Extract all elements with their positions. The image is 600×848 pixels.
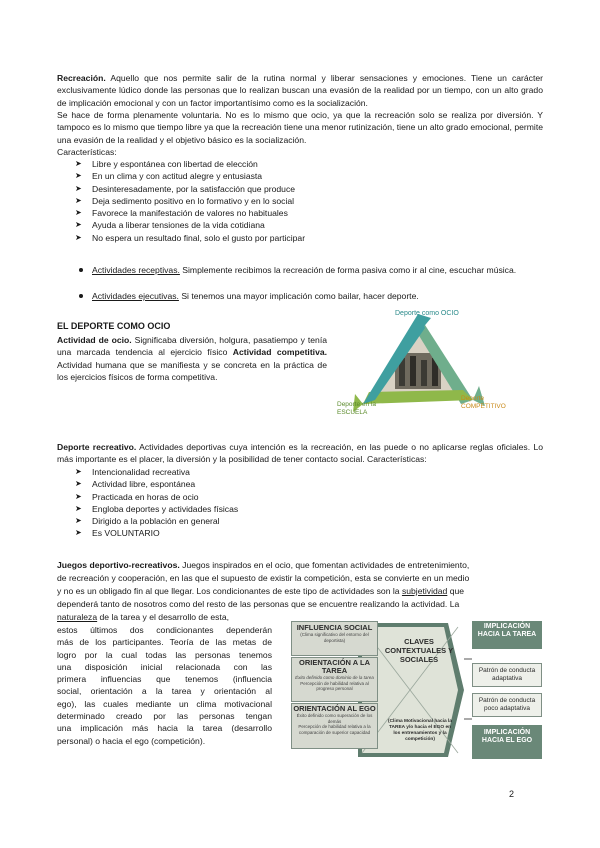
page-number: 2 xyxy=(509,789,515,799)
recreativo-list xyxy=(73,466,543,540)
box-implicacion-ego: IMPLICACIÓN HACIA EL EGO xyxy=(472,725,542,759)
list-item: ➤ Favorece la manifestación de valores no habituales xyxy=(73,207,543,219)
diagram-label-competitivo: Deporte COMPETITIVO xyxy=(461,395,506,410)
list-item: ➤ Desinteresadamente, por la satisfacción que produce xyxy=(73,183,543,195)
bullet-ejecutivas: Actividades ejecutivas. Si tenemos una mayor implicación como bailar, hacer deporte. xyxy=(73,290,543,302)
box-patron-adaptativa: Patrón de conducta adaptativa xyxy=(472,663,542,687)
juegos-line-2: de recreación y cooperación, en las que el supuesto de existir la competición, esta se convierte en un medio xyxy=(57,573,470,583)
juegos-col-line: más de los participantes. Teoría de las metas de xyxy=(57,637,272,648)
list-item: ➤ Practicada en horas de ocio xyxy=(73,491,543,503)
list-item: ➤ Dirigido a la población en general xyxy=(73,515,543,527)
diagram-label-escuela: Deporte en la ESCUELA xyxy=(337,401,377,416)
juegos-col-line: estos últimos dos condicionantes dependerán xyxy=(57,625,272,635)
list-item: ➤ Libre y espontánea con libertad de elección xyxy=(73,158,543,170)
recreacion-list xyxy=(73,158,543,244)
juegos-col-line: determinado creado por las personas tengan xyxy=(57,711,272,722)
ocio-heading: EL DEPORTE COMO OCIO xyxy=(57,321,171,331)
list-item: ➤ Intencionalidad recreativa xyxy=(73,466,543,478)
juegos-line-3: y no es un obligado fin al que llegar. Los condicionantes de este tipo de actividades son la subjetividad que xyxy=(57,586,465,596)
juegos-line-5: naturaleza de la tarea y el desarrollo de esta, xyxy=(57,612,229,622)
claves-title: CLAVES CONTEXTUALES Y SOCIALES xyxy=(384,637,454,664)
box-patron-poco-adaptativa: Patrón de conducta poco adaptativa xyxy=(472,693,542,717)
box-implicacion-tarea: IMPLICACIÓN HACIA LA TAREA xyxy=(472,621,542,649)
juegos-col-line: social, orientación a la tarea y orientación al xyxy=(57,686,272,697)
list-item: ➤ Es VOLUNTARIO xyxy=(73,527,543,539)
diagram-label-ocio: Deporte como OCIO xyxy=(395,310,459,317)
ocio-paragraph: Actividad de ocio. Significaba diversión, holgura, pasatiempo y tenía una marcada tendencia al ejercicio físico Actividad competitiva. Actividad humana que se manifiesta y se concreta en la práctica de los ejercicios físicos de forma competitiva. xyxy=(57,335,328,382)
juegos-col-line: personal) o hacia el ego (competición). xyxy=(57,735,206,746)
box-influencia-social: INFLUENCIA SOCIAL (Clima significativo del entorno del deportista) xyxy=(291,621,378,656)
recreativo-paragraph: Deporte recreativo. Actividades deportivas cuya intención es la recreación, en las puede o no aplicarse reglas oficiales. Lo más importante es el placer, la diversión y la posibilidad de tener contacto social. Características: xyxy=(57,442,544,465)
claves-sub: (Clima Motivacional hacia la TAREA y/o hacia el EGO en los entrenamientos y la competición) xyxy=(388,719,452,742)
bullet-receptivas: Actividades receptivas. Simplemente recibimos la recreación de forma pasiva como ir al cine, escuchar música. xyxy=(73,264,543,276)
juegos-col-line: logro por la cual todas las personas tenemos xyxy=(57,649,272,660)
recreacion-paragraph-1: Recreación. Aquello que nos permite salir de la rutina normal y liberar sensaciones y emociones. Tiene un carácter exclusivamente lúdico donde las personas que lo realizan buscan una evasión de la realidad por un tiempo, con un alto grado de implicación emocional y con un factor importantísimo como es la socialización. xyxy=(57,73,543,108)
juegos-line-4: dependerá tanto de nosotros como del resto de las personas que se encuentre realizando la actividad. La xyxy=(57,599,460,609)
juegos-col-line: una disposición inicial relacionada con las xyxy=(57,661,272,672)
list-item: ➤ Engloba deportes y actividades físicas xyxy=(73,503,543,515)
box-orientacion-tarea: ORIENTACIÓN A LA TAREA Éxito definido como dominio de la tarea Percepción de habilidad relativa al progreso personal xyxy=(291,657,378,702)
list-item: ➤ Deja sedimento positivo en lo formativo y en lo social xyxy=(73,195,543,207)
list-item: ➤ Ayuda a liberar tensiones de la vida cotidiana xyxy=(73,219,543,231)
list-item: ➤ En un clima y con actitud alegre y entusiasta xyxy=(73,170,543,182)
ocio-cycle-diagram xyxy=(333,308,506,426)
box-orientacion-ego: ORIENTACIÓN AL EGO Éxito definido como superación de los demás Percepción de habilidad relativa a la comparación de superior capacidad xyxy=(291,703,378,749)
caracteristicas-label: Características: xyxy=(57,147,117,157)
juegos-line-1: Juegos deportivo-recreativos. Juegos inspirados en el ocio, que fomentan actividades de entretenimiento, xyxy=(57,560,470,570)
recreacion-paragraph-2: Se hace de forma plenamente voluntaria. No es lo mismo que ocio, ya que la recreación solo se realiza por diversión. Y tampoco es lo mismo que tiempo libre ya que la recreación tiene una menor rutinización, tiene un alto grado emocional, permite una evasión de la realidad y el objetivo básico es la socialización. xyxy=(57,110,543,145)
list-item: ➤ No espera un resultado final, solo el gusto por participar xyxy=(73,232,543,244)
juegos-column xyxy=(57,624,272,747)
juegos-col-line: una implicación más hacia la tarea (desarrollo xyxy=(57,723,272,734)
recreacion-title: Recreación. xyxy=(57,73,106,83)
motivation-diagram xyxy=(288,619,544,761)
list-item: ➤ Actividad libre, espontánea xyxy=(73,478,543,490)
juegos-col-line: ego), las cuales mediante un clima motivacional xyxy=(57,698,272,709)
juegos-col-line: primera influencias que tenemos (influencia xyxy=(57,674,272,685)
